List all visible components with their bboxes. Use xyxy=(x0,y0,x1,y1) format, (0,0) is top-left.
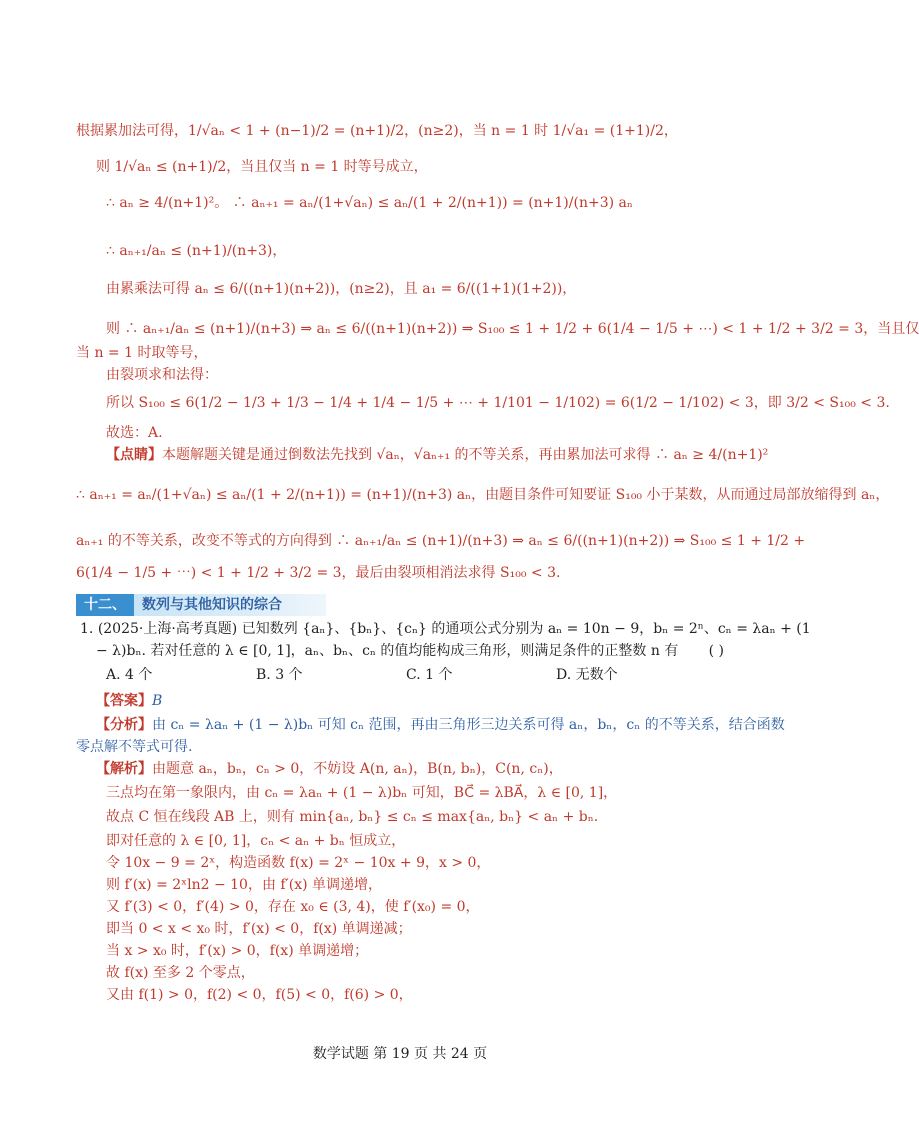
solution-line-2: 则 1/√aₙ ≤ (n+1)/2，当且仅当 n = 1 时等号成立， xyxy=(96,159,428,175)
problem-text-1: (2025·上海·高考真题) 已知数列 {aₙ}、{bₙ}、{cₙ} 的通项公式分别为 aₙ = 10n − 9，bₙ = 2ⁿ、cₙ = λaₙ + (1 xyxy=(97,621,811,637)
solution-line-3: ∴ aₙ ≥ 4/(n+1)²。 ∴ aₙ₊₁ = aₙ/(1+√aₙ) ≤ aₙ/(1 + 2/(n+1)) = (n+1)/(n+3) aₙ xyxy=(106,195,633,211)
analysis-solution-line-1 xyxy=(96,758,740,780)
section-header xyxy=(76,594,326,616)
comment-tag: 【点睛】 xyxy=(106,447,162,463)
analysis-text-1: 由 cₙ = λaₙ + (1 − λ)bₙ 可知 cₙ 范围，再由三角形三边关系可得 aₙ，bₙ，cₙ 的不等关系，结合函数 xyxy=(152,717,785,733)
analysis-solution-line-6: 则 f′(x) = 2ˣln2 − 10，由 f′(x) 单调递增， xyxy=(106,877,383,893)
analysis-line-1 xyxy=(96,714,785,736)
solution-line-6: 则 ∴ aₙ₊₁/aₙ ≤ (n+1)/(n+3) ⇒ aₙ ≤ 6/((n+1)(n+2)) ⇒ S₁₀₀ ≤ 1 + 1/2 + 6(1/4 − 1/5 + ⋯) < 1 + 1/2 + 3/2 = 3，当且仅 xyxy=(106,321,919,337)
comment-line-1 xyxy=(106,444,769,466)
option-a: A. 4 个 xyxy=(106,667,153,683)
analysis-solution-line-9: 当 x > x₀ 时，f′(x) > 0，f(x) 单调递增； xyxy=(106,943,369,959)
option-d: D. 无数个 xyxy=(556,667,618,683)
problem-text-2: − λ)bₙ. 若对任意的 λ ∈ [0, 1]，aₙ、bₙ、cₙ 的值均能构成三角形，则满足条件的正整数 n 有 xyxy=(96,643,679,659)
answer-tag: 【答案】 xyxy=(96,693,152,709)
analysis-solution-line-11: 又由 f(1) > 0，f(2) < 0，f(5) < 0，f(6) > 0， xyxy=(106,987,413,1003)
analysis-solution-line-10: 故 f(x) 至多 2 个零点， xyxy=(106,965,255,981)
analysis-solution-line-2: 三点均在第一象限内，由 cₙ = λaₙ + (1 − λ)bₙ 可知，BC⃗ = λBA⃗，λ ∈ [0, 1]， xyxy=(106,785,618,801)
comment-line-4: 6(1/4 − 1/5 + ⋯) < 1 + 1/2 + 3/2 = 3，最后由裂项相消法求得 S₁₀₀ < 3. xyxy=(76,565,561,581)
section-title: 数列与其他知识的综合 xyxy=(142,597,282,613)
solution-line-4: ∴ aₙ₊₁/aₙ ≤ (n+1)/(n+3)， xyxy=(106,243,287,259)
analysis-solution-line-7: 又 f′(3) < 0，f′(4) > 0，存在 x₀ ∈ (3, 4)，使 f′(x₀) = 0， xyxy=(106,899,480,915)
analysis-solution-line-8: 即当 0 < x < x₀ 时，f′(x) < 0，f(x) 单调递减； xyxy=(106,921,412,937)
analysis-solution-line-5: 令 10x − 9 = 2ˣ，构造函数 f(x) = 2ˣ − 10x + 9，x > 0， xyxy=(106,855,491,871)
solution-line-10: 故选：A. xyxy=(106,425,163,441)
solution-tag: 【解析】 xyxy=(96,761,152,777)
analysis-solution-line-3: 故点 C 恒在线段 AB 上，则有 min{aₙ, bₙ} ≤ cₙ ≤ max{aₙ, bₙ} < aₙ + bₙ. xyxy=(106,809,599,825)
solution-line-5: 由累乘法可得 aₙ ≤ 6/((n+1)(n+2))，(n≥2)，且 a₁ = 6/((1+1)(1+2))， xyxy=(106,281,577,297)
comment-text-1: 本题解题关键是通过倒数法先找到 √aₙ，√aₙ₊₁ 的不等关系，再由累加法可求得 ∴ aₙ ≥ 4/(n+1)² xyxy=(162,447,769,463)
analysis-tag: 【分析】 xyxy=(96,717,152,733)
solution-line-7: 当 n = 1 时取等号， xyxy=(76,345,208,361)
page-footer: 数学试题 第 19 页 共 24 页 xyxy=(312,1046,488,1062)
section-number: 十二、 xyxy=(76,594,134,616)
analysis-line-2: 零点解不等式可得. xyxy=(76,739,193,755)
problem-options xyxy=(106,664,740,686)
solution-line-1: 根据累加法可得，1/√aₙ < 1 + (n−1)/2 = (n+1)/2，(n≥2)，当 n = 1 时 1/√a₁ = (1+1)/2， xyxy=(76,123,678,139)
comment-line-3: aₙ₊₁ 的不等关系，改变不等式的方向得到 ∴ aₙ₊₁/aₙ ≤ (n+1)/(n+3) ⇒ aₙ ≤ 6/((n+1)(n+2)) ⇒ S₁₀₀ ≤ 1 + 1/2 + xyxy=(76,533,806,549)
solution-line-9: 所以 S₁₀₀ ≤ 6(1/2 − 1/3 + 1/3 − 1/4 + 1/4 − 1/5 + ⋯ + 1/101 − 1/102) = 6(1/2 − 1/102) < 3，即 3/2 < S₁₀₀ < 3. xyxy=(106,395,890,411)
problem-line-1 xyxy=(80,618,811,640)
option-b: B. 3 个 xyxy=(256,667,303,683)
answer-bracket: ( ) xyxy=(708,643,724,659)
solution-text-1: 由题意 aₙ，bₙ，cₙ > 0，不妨设 A(n, aₙ)，B(n, bₙ)，C(n, cₙ)， xyxy=(152,761,563,777)
problem-line-2 xyxy=(96,640,724,662)
answer-line xyxy=(96,690,740,712)
comment-line-2: ∴ aₙ₊₁ = aₙ/(1+√aₙ) ≤ aₙ/(1 + 2/(n+1)) = (n+1)/(n+3) aₙ，由题目条件可知要证 S₁₀₀ 小于某数，从而通过局部放缩得到 aₙ， xyxy=(76,487,890,503)
answer-value: B xyxy=(152,693,163,709)
solution-line-8: 由裂项求和法得： xyxy=(106,367,218,383)
analysis-solution-line-4: 即对任意的 λ ∈ [0, 1]，cₙ < aₙ + bₙ 恒成立， xyxy=(106,833,406,849)
option-c: C. 1 个 xyxy=(406,667,453,683)
problem-number: 1. xyxy=(80,621,94,637)
